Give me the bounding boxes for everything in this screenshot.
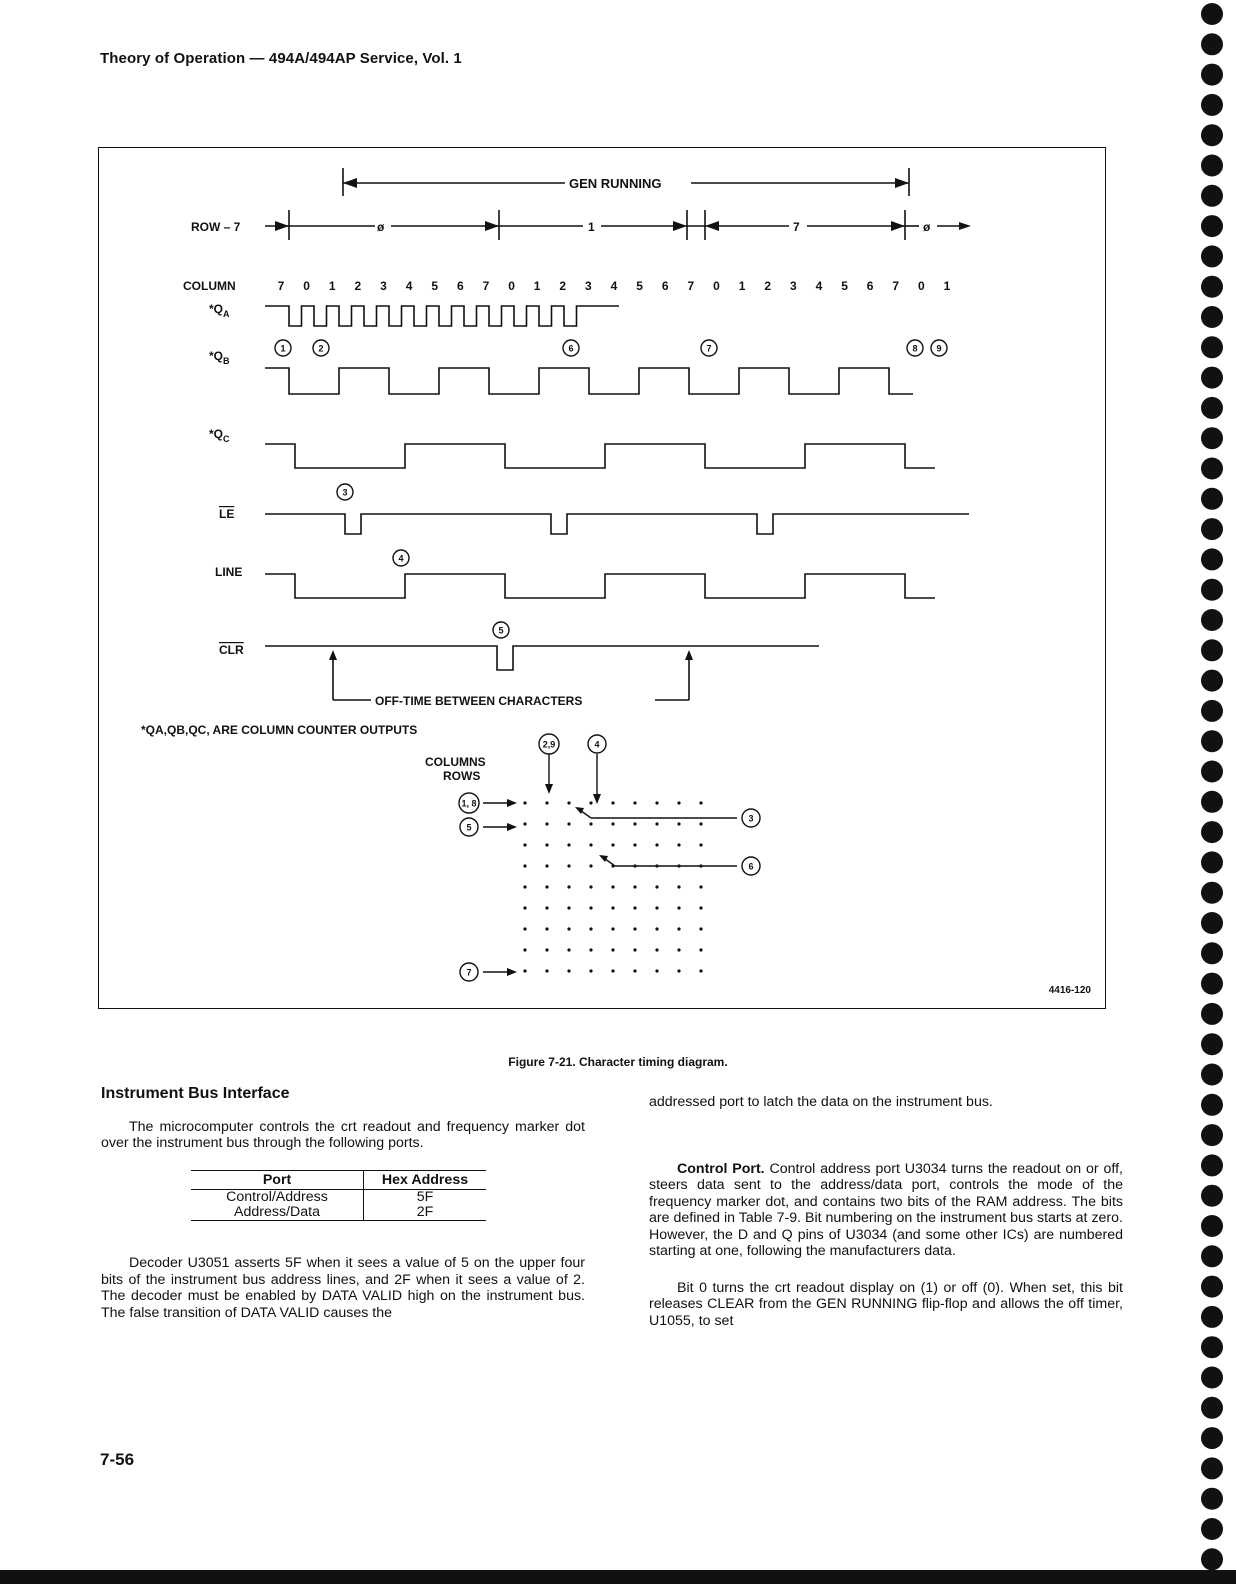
callout-circle: [275, 340, 291, 356]
table-cell: Control/Address: [226, 1189, 328, 1205]
matrix-dot: [567, 822, 570, 825]
paragraph: addressed port to latch the data on the instrument bus.: [649, 1094, 993, 1110]
column-counter-note: *QA,QB,QC, ARE COLUMN COUNTER OUTPUTS: [141, 723, 418, 737]
matrix-dot: [633, 906, 636, 909]
column-digit: 1: [738, 279, 746, 293]
matrix-dot: [655, 906, 658, 909]
matrix-dot: [611, 969, 614, 972]
matrix-dot: [545, 843, 548, 846]
matrix-dot: [567, 948, 570, 951]
column-digit: 5: [431, 279, 439, 293]
table-header: Hex Address: [364, 1170, 487, 1190]
binder-hole: [1201, 1094, 1223, 1116]
svg-text:1: 1: [280, 343, 286, 354]
matrix-dot: [567, 843, 570, 846]
qa-waveform: [265, 306, 619, 326]
row-value: ø: [923, 220, 931, 234]
section-title: Instrument Bus Interface: [101, 1085, 290, 1102]
column-digit: 2: [354, 279, 362, 293]
clr-waveform: [265, 646, 819, 670]
svg-text:2: 2: [318, 343, 324, 354]
binder-hole: [1201, 1124, 1223, 1146]
column-digit: 7: [687, 279, 695, 293]
matrix-dot: [589, 906, 592, 909]
callout-circle: [493, 622, 509, 638]
matrix-dot: [677, 843, 680, 846]
binder-hole: [1201, 579, 1223, 601]
matrix-dot: [677, 801, 680, 804]
matrix-dot: [699, 948, 702, 951]
binder-hole: [1201, 1518, 1223, 1540]
row-value: 7: [793, 220, 800, 234]
binder-hole: [1201, 700, 1223, 722]
matrix-dot: [655, 843, 658, 846]
callout-circle: [742, 857, 760, 875]
binder-hole: [1201, 1003, 1223, 1025]
matrix-dot: [699, 906, 702, 909]
paragraph: Decoder U3051 asserts 5F when it sees a value of 5 on the upper four bits of the instrument bus address lines, and 2F when it sees a value of 2. The decoder must be enabled by DATA VALID high on the instrument bus. The false transition of DATA VALID causes the: [101, 1255, 585, 1321]
row-value: 1: [588, 220, 595, 234]
matrix-dot: [523, 843, 526, 846]
matrix-dot: [545, 822, 548, 825]
column-digit: 0: [713, 279, 720, 293]
binder-hole: [1201, 942, 1223, 964]
callout-circle: [742, 809, 760, 827]
binder-hole: [1201, 64, 1223, 86]
column-digit: 3: [789, 279, 797, 293]
table-cell: 5F: [364, 1190, 487, 1206]
matrix-dot: [589, 927, 592, 930]
binder-hole: [1201, 124, 1223, 146]
binder-hole: [1201, 639, 1223, 661]
page-header: Theory of Operation — 494A/494AP Service, Vol. 1: [100, 50, 462, 67]
signal-label: $*Q_A$: [209, 302, 230, 319]
column-digit: 4: [405, 279, 413, 293]
signal-label: $*Q_C$: [209, 427, 230, 444]
svg-text:7: 7: [706, 343, 712, 354]
binder-hole: [1201, 427, 1223, 449]
binder-hole: [1201, 670, 1223, 692]
matrix-dot: [677, 822, 680, 825]
svg-text:9: 9: [936, 343, 942, 354]
column-digit: 5: [636, 279, 643, 293]
matrix-dot: [523, 927, 526, 930]
matrix-dot: [611, 927, 614, 930]
column-digit: 7: [277, 279, 285, 293]
column-label: COLUMN: [183, 279, 236, 293]
svg-text:1, 8: 1, 8: [461, 798, 477, 809]
binder-hole: [1201, 245, 1223, 267]
matrix-dot: [589, 885, 592, 888]
binder-hole: [1201, 730, 1223, 752]
column-digit: 7: [482, 279, 490, 293]
binder-hole: [1201, 1215, 1223, 1237]
matrix-dot: [589, 864, 592, 867]
binder-hole: [1201, 1276, 1223, 1298]
matrix-dot: [523, 906, 526, 909]
callout-circle: [588, 735, 606, 753]
callout-circle: [539, 734, 559, 754]
binder-hole: [1201, 912, 1223, 934]
column-digit: 2: [764, 279, 772, 293]
binder-hole: [1201, 488, 1223, 510]
callout-circle: [460, 963, 478, 981]
matrix-dot: [633, 969, 636, 972]
matrix-dot: [589, 948, 592, 951]
matrix-dot: [567, 864, 570, 867]
matrix-dot: [545, 801, 548, 804]
callout-circle: [313, 340, 329, 356]
off-time-label: OFF-TIME BETWEEN CHARACTERS: [375, 694, 583, 708]
page-number: 7-56: [100, 1450, 135, 1469]
bottom-border: [0, 1570, 1236, 1584]
binder-hole: [1201, 1427, 1223, 1449]
column-digit: 0: [508, 279, 515, 293]
column-digit: 4: [610, 279, 618, 293]
column-digit: 2: [559, 279, 567, 293]
svg-text:4: 4: [398, 553, 404, 564]
column-digit: 6: [866, 279, 874, 293]
table-header: Port: [191, 1170, 364, 1190]
binder-hole: [1201, 761, 1223, 783]
binder-hole: [1201, 1185, 1223, 1207]
binder-hole: [1201, 1457, 1223, 1479]
matrix-dot: [545, 885, 548, 888]
svg-text:3: 3: [342, 487, 348, 498]
matrix-dot: [567, 969, 570, 972]
matrix-dot: [545, 948, 548, 951]
paragraph: Bit 0 turns the crt readout display on (1) or off (0). When set, this bit releases CLEAR from the GEN RUNNING flip-flop and allows the off timer, U1055, to set: [649, 1279, 1123, 1329]
callout-circle: [931, 340, 947, 356]
matrix-dot: [611, 822, 614, 825]
matrix-dot: [655, 969, 658, 972]
timing-diagram-figure: [98, 147, 1106, 1009]
matrix-dot: [677, 885, 680, 888]
paragraph: The microcomputer controls the crt readout and frequency marker dot over the instrument bus through the following ports.: [101, 1118, 585, 1151]
matrix-dot: [677, 969, 680, 972]
matrix-dot: [655, 948, 658, 951]
matrix-dot: [567, 927, 570, 930]
timing-diagram-svg: [99, 148, 1105, 1008]
row-label: ROW – 7: [191, 220, 241, 234]
matrix-dot: [567, 885, 570, 888]
paragraph-text: Control address port U3034 turns the readout on or off, steers data sent to the address/data port, controls the mode of the frequency marker dot, and contains two bits of the RAM address. The bits are defined in Table 7-9. Bit numbering on the instrument bus starts at zero. However, the D and Q pins of U3034 (and some other ICs) are numbered starting at one, following the manufacturers data.: [649, 1160, 1123, 1259]
column-digit: 6: [456, 279, 464, 293]
callout-circle: [460, 818, 478, 836]
table-row: [191, 1190, 486, 1206]
columns-label: COLUMNS: [425, 755, 486, 769]
run-in-heading: Control Port.: [677, 1160, 765, 1177]
matrix-dot: [633, 927, 636, 930]
matrix-dot: [589, 843, 592, 846]
matrix-dot: [545, 864, 548, 867]
binder-hole: [1201, 518, 1223, 540]
matrix-dot: [523, 822, 526, 825]
matrix-dot: [677, 927, 680, 930]
signal-label: LINE: [215, 565, 243, 579]
column-digit: 1: [328, 279, 336, 293]
qb-waveform: [265, 368, 913, 394]
binder-hole: [1201, 1154, 1223, 1176]
binder-hole: [1201, 1488, 1223, 1510]
matrix-dot: [589, 822, 592, 825]
binder-hole: [1201, 1548, 1223, 1570]
matrix-dot: [589, 969, 592, 972]
binder-hole: [1201, 155, 1223, 177]
table-cell: Address/Data: [191, 1205, 364, 1221]
callout-circle: [701, 340, 717, 356]
binder-hole: [1201, 336, 1223, 358]
column-digit: 6: [661, 279, 669, 293]
figure-caption: Figure 7-21. Character timing diagram.: [508, 1055, 728, 1069]
matrix-dot: [633, 885, 636, 888]
matrix-dot: [655, 885, 658, 888]
signal-label: CLR: [219, 643, 244, 657]
column-digit: 3: [585, 279, 592, 293]
binder-hole: [1201, 609, 1223, 631]
binder-hole: [1201, 215, 1223, 237]
column-digit: 4: [815, 279, 823, 293]
port-table: [191, 1170, 486, 1222]
matrix-dot: [611, 843, 614, 846]
signal-label: $*Q_B$: [209, 349, 230, 366]
matrix-dot: [567, 801, 570, 804]
matrix-dot: [655, 927, 658, 930]
matrix-dot: [655, 801, 658, 804]
column-digit: 5: [841, 279, 848, 293]
matrix-dot: [699, 927, 702, 930]
matrix-dot: [655, 822, 658, 825]
binder-hole: [1201, 33, 1223, 55]
svg-text:4: 4: [594, 739, 600, 750]
binder-hole: [1201, 458, 1223, 480]
binder-hole: [1201, 1033, 1223, 1055]
callout-circle: [337, 484, 353, 500]
matrix-dot: [699, 969, 702, 972]
matrix-dot: [611, 885, 614, 888]
binder-hole: [1201, 306, 1223, 328]
matrix-dot: [633, 843, 636, 846]
binder-hole: [1201, 185, 1223, 207]
callout-circle: [563, 340, 579, 356]
matrix-dot: [633, 948, 636, 951]
svg-text:2,9: 2,9: [542, 739, 556, 750]
binder-hole: [1201, 548, 1223, 570]
matrix-dot: [699, 843, 702, 846]
matrix-dot: [611, 948, 614, 951]
matrix-dot: [611, 801, 614, 804]
binder-hole: [1201, 1397, 1223, 1419]
matrix-dot: [699, 801, 702, 804]
binder-hole: [1201, 1245, 1223, 1267]
svg-text:8: 8: [912, 343, 918, 354]
matrix-dot: [633, 801, 636, 804]
svg-text:5: 5: [466, 822, 472, 833]
binder-hole: [1201, 367, 1223, 389]
callout-circle: [393, 550, 409, 566]
binder-hole: [1201, 94, 1223, 116]
binder-hole: [1201, 1336, 1223, 1358]
svg-text:3: 3: [748, 813, 754, 824]
row-value: ø: [377, 220, 385, 234]
matrix-dot: [523, 948, 526, 951]
column-digit: 1: [943, 279, 951, 293]
signal-label: LE: [219, 507, 235, 521]
paragraph: [649, 1161, 1123, 1260]
column-digit: 0: [918, 279, 925, 293]
matrix-dot: [545, 906, 548, 909]
table-cell: 2F: [364, 1205, 487, 1221]
left-column: [101, 1086, 585, 1321]
line-waveform: [265, 574, 935, 598]
binder-hole: [1201, 276, 1223, 298]
binder-hole: [1201, 791, 1223, 813]
qc-waveform: [265, 444, 935, 468]
column-digit: 0: [303, 279, 310, 293]
rows-label: ROWS: [443, 769, 481, 783]
matrix-dot: [545, 927, 548, 930]
binder-hole: [1201, 1306, 1223, 1328]
binder-hole: [1201, 882, 1223, 904]
svg-text:7: 7: [466, 967, 472, 978]
le-waveform: [265, 514, 969, 534]
binder-hole: [1201, 1064, 1223, 1086]
callout-circle: [459, 793, 479, 813]
matrix-dot: [611, 906, 614, 909]
matrix-dot: [699, 885, 702, 888]
binder-hole: [1201, 851, 1223, 873]
right-column: [649, 1094, 1123, 1329]
matrix-dot: [567, 906, 570, 909]
binder-hole: [1201, 973, 1223, 995]
matrix-dot: [523, 885, 526, 888]
svg-text:6: 6: [748, 861, 754, 872]
binder-hole: [1201, 3, 1223, 25]
matrix-dot: [589, 801, 592, 804]
matrix-dot: [677, 906, 680, 909]
binder-hole: [1201, 821, 1223, 843]
matrix-dot: [545, 969, 548, 972]
column-digit: 7: [892, 279, 900, 293]
svg-text:5: 5: [498, 625, 504, 636]
svg-text:6: 6: [568, 343, 574, 354]
gen-running-label: GEN RUNNING: [569, 176, 662, 191]
matrix-dot: [523, 801, 526, 804]
figure-id: 4416-120: [1048, 985, 1091, 996]
matrix-dot: [523, 864, 526, 867]
matrix-dot: [523, 969, 526, 972]
binder-holes: [1176, 0, 1236, 1584]
column-digit: 1: [533, 279, 541, 293]
matrix-dot: [677, 948, 680, 951]
column-digit: 3: [380, 279, 387, 293]
table-row: [191, 1205, 486, 1221]
callout-circle: [907, 340, 923, 356]
binder-hole: [1201, 397, 1223, 419]
binder-hole: [1201, 1367, 1223, 1389]
matrix-dot: [699, 822, 702, 825]
matrix-dot: [633, 822, 636, 825]
